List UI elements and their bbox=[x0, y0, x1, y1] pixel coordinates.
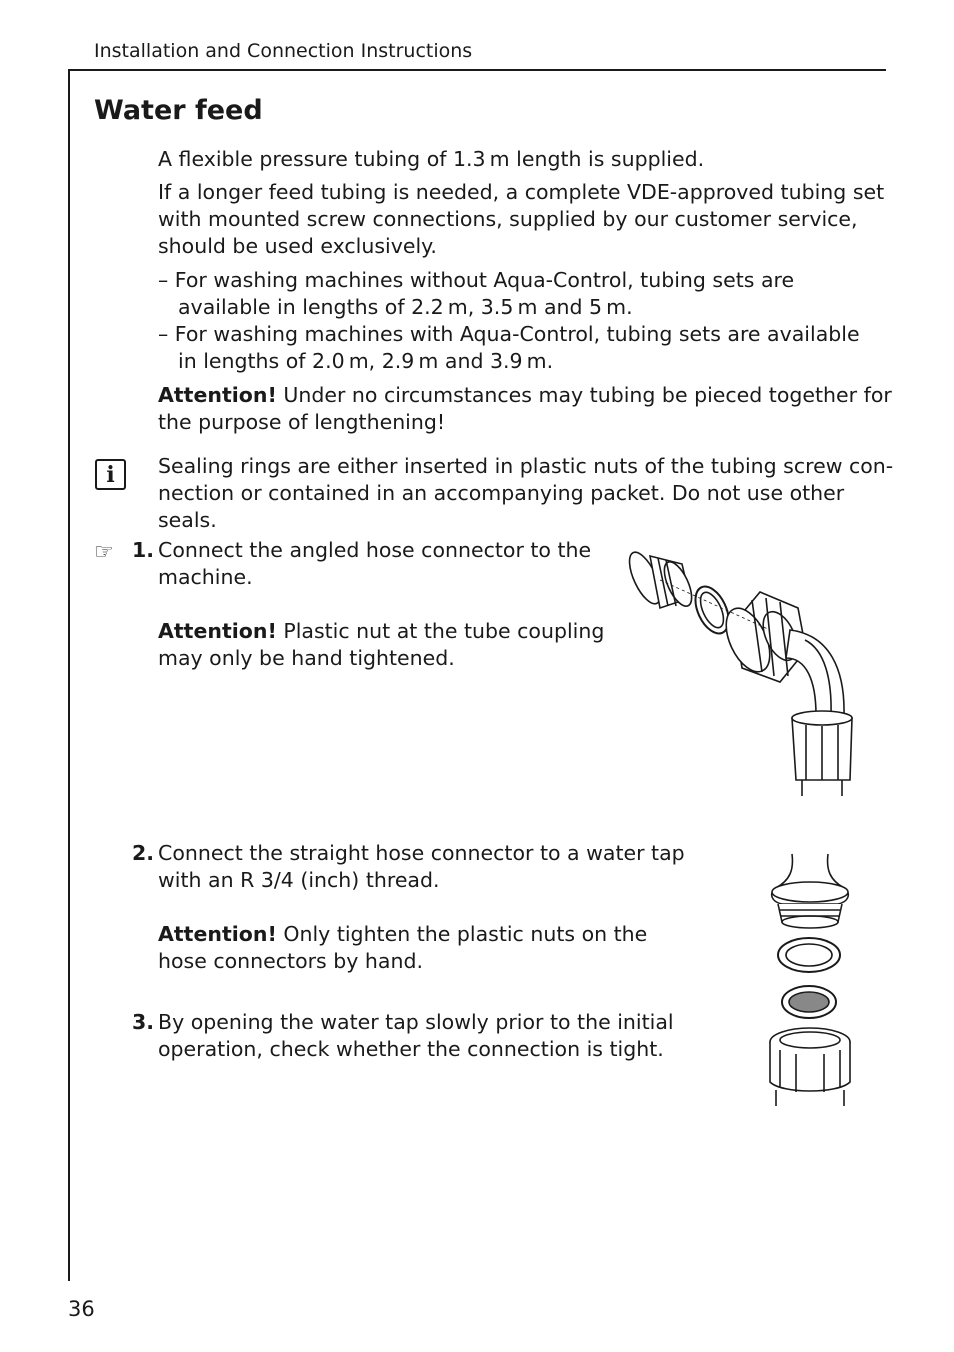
straight-hose-connector-illustration bbox=[760, 850, 860, 1110]
attention-text: Under no circumstances may tubing be pieced together for bbox=[276, 383, 892, 407]
step-2-number: 2. bbox=[132, 841, 155, 865]
info-icon bbox=[95, 459, 126, 490]
header-rule bbox=[68, 69, 886, 71]
attention-label: Attention! bbox=[158, 383, 277, 407]
step-3-number: 3. bbox=[132, 1010, 155, 1034]
intro-paragraph-2-line-3: should be used exclusively. bbox=[158, 234, 437, 258]
step-3-line-1: By opening the water tap slowly prior to the initial bbox=[158, 1010, 674, 1034]
threaded-nipple-icon bbox=[623, 548, 697, 610]
bullet-1-line-2: available in lengths of 2.2 m, 3.5 m and 5 m. bbox=[178, 295, 633, 319]
step-1-line-2: machine. bbox=[158, 565, 253, 589]
info-icon-glyph: i bbox=[106, 462, 115, 488]
step-1-attention-text: Plastic nut at the tube coupling bbox=[276, 619, 605, 643]
hose-stem-icon bbox=[772, 854, 849, 928]
step-2-attention-line-2: hose connectors by hand. bbox=[158, 949, 423, 973]
step-2-line-2: with an R 3/4 (inch) thread. bbox=[158, 868, 440, 892]
step-2-attention-label: Attention! bbox=[158, 922, 277, 946]
hose-elbow-icon bbox=[786, 630, 844, 715]
filter-screen-icon bbox=[782, 986, 836, 1018]
page-title: Water feed bbox=[94, 95, 263, 126]
bullet-1-line-1: – For washing machines without Aqua-Control, tubing sets are bbox=[158, 268, 795, 292]
attention-paragraph-line-1 bbox=[158, 383, 892, 407]
step-2-attention-text: Only tighten the plastic nuts on the bbox=[276, 922, 648, 946]
bullet-2-line-2: in lengths of 2.0 m, 2.9 m and 3.9 m. bbox=[178, 349, 554, 373]
step-1-line-1: Connect the angled hose connector to the bbox=[158, 538, 592, 562]
step-1-attention-line-1 bbox=[158, 619, 604, 643]
info-note-line-1: Sealing rings are either inserted in plastic nuts of the tubing screw con- bbox=[158, 454, 894, 478]
coupling-nut-icon bbox=[770, 1028, 850, 1106]
intro-paragraph-2-line-2: with mounted screw connections, supplied by our customer service, bbox=[158, 207, 858, 231]
step-2-line-1: Connect the straight hose connector to a water tap bbox=[158, 841, 685, 865]
bullet-2-line-1: – For washing machines with Aqua-Control, tubing sets are available bbox=[158, 322, 860, 346]
step-3-line-2: operation, check whether the connection is tight. bbox=[158, 1037, 664, 1061]
info-note-line-3: seals. bbox=[158, 508, 217, 532]
step-2-attention-line-1 bbox=[158, 922, 647, 946]
angled-hose-connector-illustration bbox=[620, 540, 870, 800]
margin-rule bbox=[68, 69, 70, 1281]
info-note-line-2: nection or contained in an accompanying packet. Do not use other bbox=[158, 481, 845, 505]
step-1-number: 1. bbox=[132, 538, 155, 562]
attention-paragraph-line-2: the purpose of lengthening! bbox=[158, 410, 446, 434]
sealing-ring-icon bbox=[778, 938, 840, 972]
running-header: Installation and Connection Instructions bbox=[94, 40, 473, 62]
hose-sleeve-icon bbox=[792, 711, 852, 796]
intro-paragraph-2-line-1: If a longer feed tubing is needed, a complete VDE-approved tubing set bbox=[158, 180, 885, 204]
page-number: 36 bbox=[68, 1297, 95, 1321]
pointing-hand-icon: ☞ bbox=[94, 540, 114, 565]
step-1-attention-label: Attention! bbox=[158, 619, 277, 643]
intro-paragraph-1: A flexible pressure tubing of 1.3 m length is supplied. bbox=[158, 147, 705, 171]
step-1-attention-line-2: may only be hand tightened. bbox=[158, 646, 455, 670]
